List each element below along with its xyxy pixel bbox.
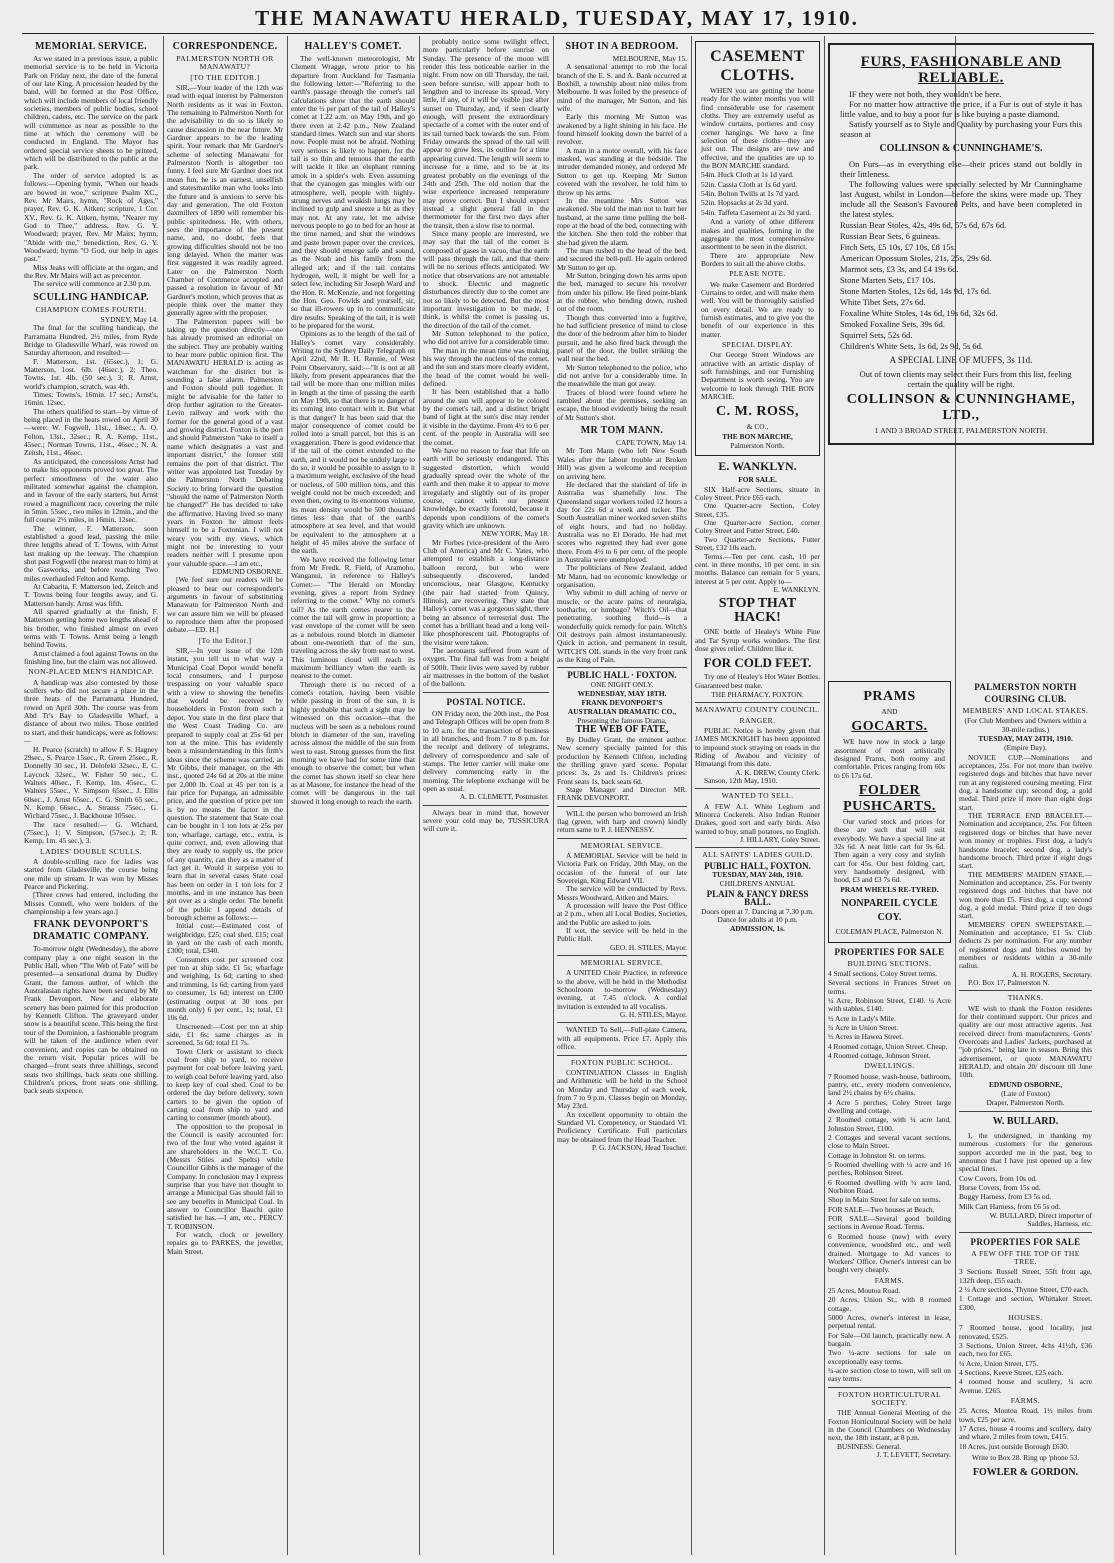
property-item: 1 Cottage and section, Whittaker Street, £300. [959,1294,1092,1312]
advert-paragraph: Two Quarter-acre Sections, Futter Street, £32 10s each. [695,534,820,553]
article-dateline: MELBOURNE, May 15. [612,54,687,63]
price-item: White Tibet Sets, 27s 6d. [840,297,926,307]
article-dateline: NEW YORK, May 18. [481,529,549,539]
hall-advert-line: ONE NIGHT ONLY. [590,679,654,689]
property-item: FOR SALE—Two houses at Beach. [828,1204,935,1214]
article-paragraph: Mr Forbes (vice-president of the Aero Club of America) and Mr C. Yates, who attempted to establish a long-distance balloon record, but who were subsequently discovered, landed unconscious, near Glasgow, Kentucky (the pair had started from Quincy, Illinois), are recovering. They state that Halley's comet was a gorgeous sight, there being an absence of terrestrial dust. The comet has a brilliant head and a long veil-like phosphorescent tail. Photographs of the visitor were taken. [423,537,549,647]
advert-title: PRAMS [863,689,916,704]
article-paragraph: Arnst claimed a foul against Towns on the finishing line, but the claim was not allowed. [24,648,158,667]
advert-firm-address: 1 AND 3 BROAD STREET, PALMERSTON NORTH. [874,426,1048,436]
advert-subheading: A SPECIAL LINE OF MUFFS, 3s 11d. [889,355,1033,365]
article-heading: MEMORIAL SERVICE. [35,41,147,52]
advert-subheading: FARMS. [1010,1396,1041,1406]
column-8 [959,678,1092,1555]
article-paragraph: As we stated in a previous issue, a public memorial service is to be held in Victoria Park on Friday next, the date of the funeral of our late King. A procession headed by the band, will be formed at the Post Office, which will include members of local friendly societies, members of public bodies, school children, cadets, etc. The service on the park will commence as near as possible to the time at which the ceremony will be conducted in England. The Mayor has ordered special service sheets to be printed, which will be distributed to the public at the park. [24,54,158,172]
advert-paragraph: I, the undersigned, in thanking my numerous customers for the generous support accorded me in the past, beg to announce that I have just opened up a few special lines. [959,1130,1092,1174]
advert-signature: J. HILLARY, Coley Street. [740,835,820,845]
article-heading: SHOT IN A BEDROOM. [565,41,679,52]
article-heading: FRANK DEVONPORT'S DRAMATIC COMPANY. [32,919,150,943]
divider [557,806,687,807]
article-paragraph: Traces of blood were found where he rambled about the premises, seeking an escape, the blood evidently being the result of Mr Sutton's shot. [557,387,687,422]
masthead: THE MANAWATU HERALD, TUESDAY, MAY 17, 1910. [255,6,859,30]
column-3 [291,38,415,1555]
article-heading: CORRESPONDENCE. [172,41,278,52]
article-paragraph: At Cabarita, F. Matterson led, Zeitch and T. Towns being four lengths away, and G. Matterson handy. Arnst was fifth. [24,581,158,608]
notice-signature: G. H. STILES, Mayor. [619,1010,687,1020]
price-item: Marmot sets, £3 3s, and £4 19s 6d. [840,264,959,274]
advert-signature: (Late of Foxton) [1001,1089,1050,1099]
advert-subheading: BUILDING SECTIONS. [847,958,932,968]
advert-paragraph: One Quarter-acre Section, corner Coley Street and Futter Street, £40. [695,518,820,536]
advert-subheading: HOUSES. [1008,1313,1043,1322]
property-item: 2 ¼ Acre sections, Thynne Street, £70 each. [959,1284,1089,1294]
notice-heading: MEMORIAL SERVICE. [580,958,664,968]
property-item: 7 Roomed house, good locality, just renovated, £525. [959,1323,1092,1341]
column-7 [828,40,1094,670]
property-item: 5000 Acres, owner's interest in lease, perpetual rental. [828,1312,951,1331]
notice-paragraph: ON Friday next, the 20th inst., the Post and Telegraph Offices will be open from 8 to 10 a.m. for the transaction of business in all branches, and from 7 to 8 p.m. for the receipt and delivery of telegrams, delivery of correspondence and sale of stamps. The letter carrier will make one delivery commencing early in the morning. The telephone exchange will be open as usual. [423,708,549,793]
article-paragraph: The others qualified to start—by virtue of being placed in the heats rowed on April 30—were: W. Fogwell, 11st., 18sec.; A. O. Felton, 13st., 32sec.; R. A. Kemp, 11st., 45sec.; Norman Towns, 11st., 46sec.; N. A. Zeitsh, 11st., 46sec. [24,406,158,458]
price-item: 52in. Cassia Cloth at 1s 6d yard. [701,179,798,189]
price-item: Russian Bear Sets, 6 guineas. [840,231,941,241]
notice-paragraph: THE Annual General Meeting of the Foxton Horticultural Society will be held in the Council Chambers on Wednesday next, the 18th instant, at 8 p.m. [828,1408,951,1443]
advert-paragraph: Out of town clients may select their Furs from this list, feeling certain the quality will be right. [859,369,1072,390]
article-paragraph: Unscreened:—Cost per ton at ship side, £1 6s; same charges as in screened, 5s 6d; total £1 7s. [167,1021,283,1048]
advert-subheading: FOR SALE. [738,475,777,485]
property-item: For Sale—Oil launch, practically new. A bargain. [828,1330,951,1348]
notice-heading: PALMERSTON NORTH COURSING CLUB. [974,682,1077,704]
divider [557,667,687,668]
article-paragraph: We have received the following letter from Mr Fredk. R. Field, of Aramoho, Wanganui, in reference to Halley's Comet:— "The Herald on Monday evening, gives a report from Sydney referring to the comet." Why no comet's tail? As the earth comes nearer to the comet the tail will grow in proportion; a vast envelope of the comet will be seen as a nebulous round blotch in diameter about one-twentieth that of the sun, traveling across the sky from east to west. This luminous cloud will reach its maximum brilliancy when the earth is nearest to the comet. [291,554,415,681]
furs-advert [828,43,1094,445]
notice-line: (For Club Members and Owners within a 30-mile radius.) [964,716,1087,734]
divider [959,1232,1092,1233]
advert-subheading: DWELLINGS. [864,1061,915,1071]
advert-paragraph: We make Casement and Bordered Curtains to order, and will make them well. You will be thoroughly satisfied on every detail. We are ready to furnish estimates, and to give you the benefit of our experience in this matter. [701,279,814,339]
advert-signature: EDMUND OSBORNE, [988,1079,1063,1089]
property-item: 20 Acres, Union St., with 8 roomed cottage. [828,1295,951,1313]
article-heading: HALLEY'S COMET. [304,41,402,52]
advert-firm: NONPAREIL CYCLE COY. [841,898,938,924]
property-item: 7 Roomed house, wash-house, bathroom, pantry, etc., every modern convenience, land 2½ chains by 6½ chains. [828,1071,951,1098]
notice-signature: A. D. CLEMETT, Postmaster. [459,792,549,802]
advert-heading: WANTED TO SELL. [721,791,794,801]
advert-title: FOLDER PUSHCARTS. [843,783,936,815]
advert-firm: COLLINSON & CUNNINGHAME, LTD., [846,392,1076,424]
advert-firm: THE BON MARCHE, [722,431,793,441]
column-rule [553,36,554,1555]
article-paragraph: All sparred gradually at the finish, F. Matterson getting home two lengths ahead of his brother, who finished almost on even terms with T. Towns. Arnst being a length behind Towns. [24,607,158,650]
article-paragraph: A man in a motor overall, with his face masked, was standing at the bedside. The intruder demanded money, and ordered Mr Sutton to get up. Keeping Mr Sutton covered with the revolver, he told him to throw up his arms. [557,145,687,197]
advert-signature: Draper, Palmerston North. [986,1098,1065,1108]
article-heading: SCULLING HANDICAP. [33,291,149,303]
article-paragraph: The winner, F. Matterson, soon established a good lead, passing the mile three lengths ahead of T. Towns, with Arnst last making up the leeway. The champion shot past Fogwell (the nearest man to him) at the Gasworks, and before reaching Two miles overhauled Felton and Kemp. [24,523,158,583]
advert-paragraph: Why submit to dull aching of nerve or muscle, or the acute pains of neuralgia, toothache, or lumbago? Witch's Oil—that penetrating, soothing fluid—is a wonderfully quick remedy for pain. Witch's Oil destroys pain almost instantaneously. Quick in action, and permanent in result, WITCH'S OIL stands in the very front rank as the King of Pain. [557,588,687,665]
advert-firm: FOWLER & GORDON. [972,1466,1079,1478]
divider [557,1022,687,1023]
property-item: 4 Acre 5 perches, Coley Street large dwelling and cottage. [828,1097,951,1115]
divider [695,788,820,789]
article-paragraph: The final for the sculling handicap, the Parramatta Hundred, 2½ miles, from Ryde Bridge to Gladesville Wharf, was rowed on Saturday afternoon, and resulted:— [24,323,158,358]
advert-line: Doors open at 7. Dancing at 7.30 p.m. Dance for adults at 10 p.m. [701,906,814,924]
divider [557,1055,687,1056]
article-paragraph: The service will commence at 2.30 p.m. [33,279,152,289]
advert-title: E. WANKLYN. [718,459,797,474]
property-item: 25 Acres, Moutoa Road, 1½ miles from town, £25 per acre. [959,1406,1092,1424]
article-paragraph: [We feel sure our readers will be pleased to hear our correspondent's arguments in favour of substituting Manawatu for Palmerston North and we can assure him we will be pleased to reproduce them after the proposed debate.—ED. H.] [167,575,283,635]
property-item: FOR SALE—Several good building sections in Avenue Road. Terms. [828,1214,951,1232]
divider [828,1387,951,1388]
notice-date: (Empire Day). [1004,743,1047,753]
advert-paragraph: Our George Street Windows are attractive with an artistic display of soft furnishings, and our Furnishing Department is worth seeing. You are welcome to look through THE BON MARCHE. [701,350,814,402]
property-item: ¼ Acre, Union Street, £75. [959,1358,1039,1368]
notice-paragraph: THE MEMBERS' MAIDEN STAKE.—Nomination and acceptance, 25s. For twenty registered dogs and bitches that have not won more than £5. First dog, a cup; second dog, a gold medal. Third prize if ten dogs start. [959,869,1092,921]
property-item: 17 Acres, house 4 rooms and scullery, dairy and whare, 2 miles from town, £415. [959,1424,1092,1442]
notice-date: TUESDAY, MAY 24TH, 1910. [978,734,1073,744]
advert-contact: Write to Box 28. Ring up 'phone 53. [971,1453,1080,1463]
article-subheading: NON-PLACED MEN'S HANDICAP. [28,667,154,677]
article-paragraph: Though thus converted into a fugitive, he had sufficient presence of mind to close the door of the bedroom after him to hinder pursuit, and he also fired back through the panel of the door, the bullet striking the wall near the bed. [557,312,687,364]
notice-paragraph: PUBLIC Notice is hereby given that JAMES MCKNIGHT has been appointed to impound stock straying on roads in the Riding of Awahou and vicinity of Himatangi from this date. [695,725,820,769]
article-paragraph: Mr Tom Mann (who left New South Wales after the labour trouble at Broken Hill) was given a welcome and reception on arriving here. [557,446,687,481]
price-item: Cow Covers, from 10s od. [959,1173,1038,1183]
article-paragraph: The man in the mean time was making his way through the nucleus of the comet, and the sun and stars more clearly evident, the head of the comet would be well-defined. [423,345,549,389]
advert-firm-address: COLEMAN PLACE, Palmerston N. [835,927,944,937]
advert-title: W. BULLARD. [992,1115,1059,1127]
article-paragraph: SYDNEY, May 14. [100,314,158,324]
price-item: Children's White Sets, 1s 6d, 2s 9d, 5s 6d. [840,341,984,351]
notice-heading: POSTAL NOTICE. [446,696,526,707]
advert-title: FURS, FASHIONABLE AND RELIABLE. [860,54,1062,86]
article-paragraph: Consumers cost per screened cost per ton at ship side, £1 5s; wharfage and weighing, 1s 6d; carting to shed and trimming, 1s 6d; carting from yard to consumer, 1s 6d; interest on £300 (estimating output at 30 tons per month only) 6 per cent., 1s; total, £1 10s 6d. [167,954,283,1023]
article-paragraph: A sensational attempt to rob the local branch of the E. S. and A. Bank occurred at Boxhill, a township about nine miles from Melbourne. It was foiled by the presence of mind of the manager, Mr Sutton, and his wife. [557,62,687,114]
advert-subheading: FARMS. [874,1275,905,1285]
property-item: 4 Small sections, Coley Street terms. [828,968,937,978]
article-paragraph: The race resulted:— G. Wichard, (75sec.), 1; V. Simpson, (57sec.), 2; R. Kemp, 1m. 45 sec.), 3. [24,819,158,846]
advert-paragraph: WHEN you are getting the home ready for the winter months you will find considerable use for casement cloths. They are extremely useful as window curtains, portieres and cosy corner hangings. We have a fine selection of these cloths—they are just out. The designs are new and effective, and the qualities are up to the BON MARCHE standard. [701,86,814,171]
notice-signature: A. H. ROGERS, Secretary. [1011,969,1092,979]
advert-paragraph: WILL the person who borrowed an Irish flag (green, with harp and crown) kindly return same to P. J. HENNESSY. [557,808,687,835]
article-paragraph: We have no reason to fear that life on earth will be seriously endangered. This suggested distortion, which would gradually spread over the whole of the earth and then make it to appear to move irregularly and slightly out of its proper course, cannot with our present knowledge, be exactly foretold, because it depends upon conditions of the comet's gravity which are unknown. [423,445,549,530]
property-item: 6 Roomed dwelling with ¼ acre land, Norbiton Road. [828,1177,951,1196]
notice-paragraph: NOVICE CUP.—Nominations and acceptances, 25s. For not more than twelve registered dogs and bitches that have never run at any registered coursing meeting. First dog, a handsome cup; second dog, a gold medal. Third prize if more than eight dogs start. [959,752,1092,812]
advert-paragraph: On Furs—as in everything else—their prices stand out boldly in their littleness. [840,159,1082,179]
advert-firm: & CO., [746,422,769,432]
price-item: 54in. Huck Cloth at 1s 1d yard. [701,170,794,180]
article-paragraph: Since many people are interested, we may say that the tail of the comet is composed of gases in vacuo, that the earth will pass through the tail, and that there will be no serious effects anticipated. We notice that observations are not amenable to shock. Electric and magnetic disturbances directly due to the comet are not so likely to be detected. But the most important investigation to be made, I think, is whilst the comet is passing us, the direction of the tail of the comet. [423,228,549,330]
advert-line: PUBLIC HALL, FOXTON. [704,860,811,871]
article-paragraph: The man rushed to the head of the bed, and secured the bell-pull. He again ordered Mr Sutton to get up. [557,245,687,272]
article-paragraph: Through there is no record of a comet's rotation, having been visible while passing in front of the sun, it is highly probable that such a sight may be witnessed on this occasion—that the nucleus will be seen as a nebulous round blotch in diameter of the sun, traveling across almost the middle of the sun from west to east. Strong guesses from the first morning we have had for some time that enough to observe the comet; but when the comet has shown itself so clear here as at Masone, for instance the head of the comet will be dangerous in the tail showed it long enough to reach the earth. [291,679,415,806]
advert-signature: W. BULLARD, Direct importer of Saddles, Harness, etc. [989,1210,1092,1229]
divider [557,955,687,956]
property-item: ¼ Acre in Union Street. [828,1022,899,1032]
advert-paragraph: IF they were not both, they wouldn't be here. [849,89,1002,99]
advert-subheading: A FEW OFF THE TOP OF THE TREE. [971,1248,1080,1266]
advert-paragraph: WANTED To Sell,—Full-plate Camera, with all equipments. Price £7. Apply this office. [557,1025,687,1052]
property-item: Several sections in Frances Street on terms. [828,978,951,996]
hall-advert-line: PUBLIC HALL · FOXTON. [567,670,677,681]
notice-paragraph: A MEMORIAL Service will be held in Victoria Park on Friday, 20th May, on the occasion of the funeral of our late Sovereign, King Edward VII. [557,850,687,885]
notice-heading: FOXTON HORTICULTURAL SOCIETY. [837,1389,942,1407]
article-paragraph: Miss Jeaks will officiate at the organ, and the Rev. Mr Mairs will act as precentor. [24,262,158,280]
article-subheading: [To the Editor.] [198,635,252,645]
article-paragraph: To-morrow night (Wednesday), the above company play a one night season in the Public Hall, when "The Web of Fate" will be presented—a sensational drama by Dudley Grant, the famous author, of which the Australasian rights have been secured by Mr Frank Devonport. New and elaborate scenery has been painted for this production by Kenneth Clifton. The graveyard under snow is a beautiful scene. This being the first tour of the Dominion, a fashionable program will be taken of the audience when ever convenient, and copies can be obtained on the return visit. Popular prices will be charged—front seats three shillings, second seats two shillings, back seats one shilling. Children's prices, front seats one shilling, back seats sixpence. [24,944,158,1096]
article-paragraph: Times: Towns's, 16min. 17 sec.; Arnst's, 16min. 12sec. [24,390,158,408]
notice-heading: MEMORIAL SERVICE. [580,840,664,850]
article-paragraph: The aeronauts suffered from want of oxygen. The final fall was from a height of 500ft. Their lives were saved by rubber air mattresses in the bottom of the basket of the balloon. [423,646,549,689]
price-item: Fitch Sets, £5 10s, £7 10s, £8 15s. [840,242,956,252]
advert-paragraph: By Dudley Grant, the eminent author. New scenery specially painted for this production by Kenneth Clifton, including the thrilling grave yard scene. Popular prices: 3s, 2s and 1s. Children's prices: Front seats 1s, back seats 6d. [557,734,687,786]
article-paragraph: probably notice some twilight effect, more particularly before sunrise on Sunday. The presence of the moon will render this less noticeable earlier in the night. From now on till Thursday, the tail, seen before sunrise, will appear both to lengthen and to increase its spread. Very little, if any, of it will be visible just after sunset on Thursday, and, if seen clearly enough, will present the extraordinary spectacle of a comet with the outer end of its tail turned back towards the sun. From Friday onwards the spread of the tail will appear to grow less, its outline for a time appearing curved. The length will seem to increase for a time, and to be at its greatest probably on the evenings of the 24th and 25th. The old notion that the wise experience increased temperature may prove correct. But I should expect instead a slight general fall in the thermometer for the first two days after the transit, then a slow rise to normal. [423,38,549,230]
advert-paragraph: SIX Half-acre Sections, situate in Coley Street. Price £65 each. [695,484,820,503]
notice-paragraph: A procession will leave the Post Office at 2 p.m., when all Local Bodies, Societies, and the Public are asked to join. [557,901,687,927]
advert-title: FOR COLD FEET. [703,655,812,671]
article-paragraph: In the meantime Mrs Sutton was awakened. She told the man not to hurt her husband, at the same time pulling the bell-rope at the head of the bed, connecting with the kitchen. She then told the robber that she had given the alarm. [557,195,687,247]
notice-paragraph: A UNITED Choir Practice, in reference to the above, will be held in the Methodist Schoolroom to-morrow (Wednesday) evening, at 7.45 o'clock. A cordial invitation is extended to all vocalists. [557,968,687,1011]
price-item: Stone Marten Stoles, 12s 6d, 14s 9d, 17s 6d. [840,286,992,296]
hall-advert-title: THE WEB OF FATE, [575,724,669,736]
property-item: 4 Roomed cottage, Johnson Street. [828,1050,931,1060]
hall-advert-line: WEDNESDAY, MAY 18TH. [577,689,667,699]
article-subheading: LADIES' DOUBLE SCULLS. [40,846,142,856]
article-paragraph: As anticipated, the concessions Arnst had to make his opponents proved too great. The perfect smoothness of the water also militated somewhat against the champion, and in favour of the early starters, but Arnst rowed a magnificent race, covering the mile in 5min. 55sec., two miles in 12min., and the full course 2½ miles, in 16min. 12sec. [24,456,158,525]
article-dateline: CAPE TOWN, May 14. [616,438,687,448]
advert-title: CASEMENT [710,48,805,65]
property-item: Cottage in Johnston St. on terms. [828,1150,926,1160]
article-paragraph: SIR,—Your leader of the 12th was read with equal interest by Palmerston North residents as it was in Foxton. The remaining to Palmerston North for the advisability to do so is likely to cause discussion in the near future. Mr Gardner appears to be the leading spirit. Your remark that Mr Gardner's scheme of selecting Manawatu for Palmerston North is altogether too funny. I feel sure Mr Gardner does not mean fun, he is an earnest, unselfish and statesmanlike man who looks into the future and is anxious to serve his day and generation. The old Foxton daxmillers of 1890 will remember his public spiritedness. He, with others, sees the importance of the present name, and, no doubt, feels that growing difficulties should not be too long delayed. When the matter was first suggested it was readily agreed. Later on the Palmerston North Chamber of Commerce accepted and passed a resolution in favour of Mr Gardner's motion, which proves that as people think over the matter they generally agree with the proposer. [167,83,283,318]
article-subheading: PALMERSTON NORTH OR MANAWATU? [176,54,274,72]
advert-subheading: PRAM WHEELS RE-TYRED. [840,884,939,894]
article-subheading: CHAMPION COMES FOURTH. [35,304,147,314]
property-item: 5 Roomed dwelling with ¼ acre and 16 perches, Robinson Street. [828,1160,951,1178]
article-paragraph: The order of service adopted is as follows:—Opening hymn, "When our heads are bowed in woe," scripture Psalm XC., Rev. Mr Mairs, hymn, "Rock of Ages," prayer, Rev. G. K. Aitken; scripture, 1 Cor. XV., Rev. G. K. Aitken, hymn, "Nearer my God to Thee," address, Rev. G. Y. Woodward; prayer, Rev. Mr Mairs; hymn, "Abide with me," benediction, Rev. G. Y. Woodward; hymn "O God, our help in ages past." [24,170,158,264]
article-paragraph: It has been established that a hallo around the sun will appear to be colored by the comet's tail, and a distinct bright band of light at the sun's disc may render it visible in the daytime. From 4½ to 6 per cent. of the people in Australia will see the comet. [423,387,549,447]
notice-signature: J. T. LEVETT, Secretary. [876,1450,951,1460]
divider [959,990,1092,991]
notice-paragraph: An excellent opportunity to obtain the Standard VI. Competency, or Standard VI. Proficiency Certificate. Full particulars may be obtained from the Head Teacher. [557,1109,687,1144]
notice-heading: FOXTON PUBLIC SCHOOL. [570,1057,674,1067]
column-rule [691,36,692,1555]
column-rule [163,36,164,1555]
price-item: 54in. Bolton Twills at 1s 7d yard. [701,189,800,199]
advert-heading: THANKS. [1007,993,1044,1003]
advert-subheading: SPECIAL DISPLAY. [721,339,794,349]
article-paragraph: Mr Sutton telephoned to the police, who did not arrive for a considerable time. [423,329,549,347]
advert-signature: E. WANKLYN. [773,584,820,594]
notice-paragraph: MEMBERS' OPEN SWEEPSTAKE.—Nomination and acceptance, £1 5s. Club deducts 2s per nomination. For any number of registered dogs and bitches owned by members or residents within a 30-mile radius. [959,919,1092,971]
notice-paragraph: CONTINUATION Classes in English and Arithmetic will be held in the School on Monday and Thursday of each week, from 7 to 9 p.m. Classes begin on Monday, May 23rd. [557,1067,687,1111]
notice-paragraph: BUSINESS: General. [837,1441,902,1451]
article-paragraph: Town Clerk or assistant to check coal from ship to yard, to receive payment for coal before leaving yard, to weigh coal before leaving yard, also to keep key of coal shed. Coal to be ordered the day before delivery, town carters to be given the option of carting coal from ship to yard and carting to consumer (month about). [167,1046,283,1123]
divider [423,692,549,693]
divider [695,702,820,703]
advert-paragraph: A FEW A.1. White Leghorn and Minorca Cockerels. Also Indian Runner Drakes, good sort and early birds. Also wanted to buy, small potatoes, no English. [695,801,820,836]
article-paragraph: F. Matterson, 1st. (65sec.), 1; G. Matterson, 1ost. 6lb. (46sec.), 2; Theo. Towns, 1st. 4lb. (50 sec.), 3; R. Arnst, world's champion, scratch, was 4th. [24,356,158,391]
advert-paragraph: The following values were specially selected by Mr Cunninghame last August, whilst in London—before the skins were made up. They include all the Season's Favoured Pelts, and have been completed in the latest styles. [840,179,1082,219]
advert-heading: PROPERTIES FOR SALE [834,946,945,957]
article-paragraph: The opposition to the proposal in the Council is easily accounted for: two of the four who voted against it are shareholders in the W.C.T. Co. (Messrs Stiles and Spelts) while Councillor Gibbs is the manager of the Company. In conclusion may I express surprise that you have not thought to arrange a Municipal Gas should fail to see any benefits in Municipal Coal. In answer to Councillor Bauchi quite satisfied he has.—I am, etc., PERCY T. ROBINSON. [167,1121,283,1231]
divider [695,847,820,848]
property-item: ¼-acre section close to town, will sell on easy terms. [828,1365,951,1384]
hall-advert-line: Presenting the famous Drama, [577,716,667,726]
notice-paragraph: Always bear in mind that, however severe your cold may be, TUSSICURA will cure it. [423,807,549,834]
article-paragraph: SIR,—In your issue of the 12th instant, you tell us to what way a Municipal Coal Depot would benefit local consumers, and I purpose trespassing on your valuable space with a view to showing the benefits that would be received by householders in Foxton from such a depot. You state in the first place that the West Coast Trading Co. are prepared to supply coal at 25s 6d per ton at the mine. This has evidently been a misunderstanding in this firm's ideas since the scheme was carried, as Mr Gibbs, their manager, on the 4th inst., quoted 24s 6d at 20s at the mine per 2,000 lb. Coal at 45 per ton is a fair price for Pupanga, an admissible price, and the question of price per ton is by no means the factor in the question. The statement that State coal can be bought in 1 ton lots at 25s per ton, wharfage, cartage, etc., extra, is quite correct, and, even allowing that they are ready to supply us, the price of any quantity, can they as a matter of fact get it. Would it surprise you to learn that in several cases State coal has been on order in 1 ton lots for 2 months, and in one instance has been got over as a single order. The benefit of the public I append details of borough scheme as follows:— [167,646,283,923]
advert-title: GOCARTS. [851,719,928,735]
advert-firm: C. M. ROSS, [716,404,799,420]
price-item: American Opossum Stoles, 21s, 25s, 29s 6d. [840,253,992,263]
advert-paragraph: Our varied stock and prices for these are such that will suit everybody. We have a special line at 32s 6d. A neat little cart for 9s 6d. Then again a very cosy and stylish cart for 45s. Our best folding cart, very handsomely designed, with hood, £3 and £3 7s 6d. [834,817,945,885]
article-paragraph: Early this morning Mr Sutton was awakened by a light shining in his face. He found himself looking down the barrel of a revolver. [557,112,687,147]
article-paragraph: [Three crews had entered, including the Misses Connell, who were holders of the championship a few years ago.] [24,890,158,917]
price-item: 52in. Hopsacks at 2s 3d yard. [701,198,789,208]
casement-advert [695,41,820,456]
article-signature: EDMUND OSBORNE. [212,566,283,576]
price-item: Foxaline White Stoles, 14s 6d, 19s 6d, 32s 6d. [840,308,998,318]
divider [423,805,549,806]
price-item: Stone Marten Sets, £17 10s. [840,275,936,285]
hall-advert-line: FRANK DEVONPORT'S AUSTRALIAN DRAMATIC CO., [567,698,677,716]
column-rule [287,36,288,1555]
advert-paragraph: ONE bottle of Healey's White Pine and Tar Syrup works wonders. The first dose gives relief. Children like it. [695,627,820,653]
notice-address: P.O. Box 17, Palmerston N. [968,978,1050,987]
notice-subheading: MEMBERS' AND LOCAL STAKES. [962,706,1089,715]
property-item: Two ¼-acre sections for sale on exceptionally easy terms. [828,1348,951,1366]
price-item: 54in. Taffeta Casement at 2s 3d yard. [701,207,812,217]
masthead-rule [22,33,1094,34]
advert-paragraph: Stage Manager and Director: MR. FRANK DEVONPORT. [557,784,687,803]
property-item: 4 roomed house and scullery, ¼ acre Avenue. £265. [959,1377,1092,1395]
article-heading: MR TOM MANN. [580,425,664,437]
property-item: Shop in Main Street for sale on terms. [828,1195,941,1205]
notice-subheading: RANGER. [739,715,776,725]
price-item: Squirrel Sets, 52s 6d. [840,330,913,340]
property-item: 4 Sections, Keeve Street, £25 each. [959,1368,1064,1378]
advert-paragraph: Satisfy yourself as to Style and Quality by purchasing your Furs this season at [840,119,1082,139]
column-rule [824,36,825,1555]
property-item: 6 Roomed house (new) with every convenience, woodshed etc., and well drained. Mortgage to Ad vances to Workers' Office. Owner's interest can be bought very cheaply. [828,1231,951,1275]
advert-heading: PROPERTIES FOR SALE [970,1236,1081,1247]
notice-signature: GEO. H. STILES, Mayor. [610,942,687,952]
advert-line: TUESDAY, MAY 24th, 1910. [712,870,803,880]
notice-heading: MANAWATU COUNTY COUNCIL. [695,705,820,715]
article-paragraph: H. Pearce (scratch) to allow F. S. Hagney 29sec., S. Pearce 15sec., R. Green 25sec., R. Donnelly 30 sec., H. Delofeki 32sec., E. C. Laycock 32sec., W. Fisher 50 sec., C. Walters 40sec., F. Kemp, 1m. 45sec., C. Walters 55sec., V. Simpson 65sec., J. Ellis 60sec., J. Arnst 65sec., C. G. Smith 65 sec., N. Kemp 66sec., A. Strauss 75sec., G. Wichard 75sec., J. Backhouse 105sec. [24,744,158,821]
property-item: 18 Acres, just outside Borough £630. [959,1441,1069,1451]
article-paragraph: The Palmerston papers will be taking up the question directly—one has already promised an editorial on the subject. They are probably waiting to hear more public opinion first. The MANAWATU HERALD is acting as watchman for the district but is sounding a false alarm. Palmerston and Foxton should pull together. It might be advisable for the latter to drop further agitation to the Greater-Levin railway and work with the former for the general good of a vast and growing district. Foxton is the port and should Palmerston "take to itself a name which designates a vast and important district," the former still remains the port of that district. The writer was appointed last Tuesday by the Palmerston North Debating Society to bring forward the question "should the name of Palmerston North be changed?" He has decided to take the affirmative. Having lived so many years in Foxton he almost feels himself to be a Foxtonian. I will not weary you with my views, which might not be interesting to your readers neither will I presume upon your valuable space.—I am etc., [167,316,283,568]
advert-subheading: PLEASE NOTE. [729,269,786,279]
column-1 [24,38,158,1555]
notice-paragraph: If wet, the service will be held in the Public Hall. [557,926,687,944]
advert-paragraph: Terms.—Ten per cent. cash, 10 per cent. in three months, 10 per cent. in six months. Balance can remain for 5 years, interest at 5 per cent. Apply to— [695,551,820,586]
advert-line: PLAIN & FANCY DRESS BALL. [706,888,809,908]
property-item: 4 Roomed cottage, Union Street. Cheap. [828,1041,948,1051]
prams-advert [828,681,951,943]
article-paragraph: For watch, clock or jewellery repairs go to PARKES, the jeweller, Main Street. [167,1230,283,1256]
column-rule [419,36,420,1555]
advert-title: STOP THAT HACK! [718,596,797,626]
article-paragraph: He declared that the standard of life in Australia was shamefully low. The Queensland sugar workers toiled 12 hours a day for 22s 6d a week and tucker. The South Australian miner worked seven shifts of eight hours, and had no holiday. Australia was no El Dorado. He had met scores who regretted they had ever gone there. From 4½ to 6 per cent. of the people in Australia were unemployed. [557,479,687,564]
article-subheading: [TO THE EDITOR.] [190,72,260,82]
advert-paragraph: WE wish to thank the Foxton residents for their continued support. Our prices and quality are our most attractive agents. Just received direct from manufacturers, Gents' Overcoats and Ladies' Jackets, purchased at "job prices," being late in season. Bring this advertisement, or quote MANAWATU HERALD, and obtain 20/ discount till June 10th. [959,1003,1092,1080]
column-6 [695,38,820,1555]
price-item: Russian Bear Stoles, 42s, 49s 6d, 57s 6d, 67s 6d. [840,220,1007,230]
divider [557,838,687,839]
advert-title: CLOTHS. [720,67,795,84]
property-item: ½ Acres in Hawea Street. [828,1032,904,1042]
property-item: ¼ Acre, Robinson Street, £140. ¼ Acre with stables, £140. [828,995,951,1014]
article-paragraph: The politicians of New Zealand, added Mr Mann, had no economic knowledge or organisation. [557,563,687,589]
advert-paragraph: One Quarter-acre Section, Coley Street, £35. [695,501,820,519]
notice-date: Sanson, 12th May, 1910. [704,776,778,786]
article-paragraph: Initial cost:—Estimated cost of weighbridge, £25; coal shed, £15; coal in yard on the cash of each month, £300; total, £340. [167,921,283,956]
advert-paragraph: WE have now in stock a large assortment of most artistically designed Prams, both roomy and comfortable. Prices ranging from 60s to £6 17s 6d. [834,737,945,780]
article-paragraph: A handicap was also contested by those scullers who did not secure a place in the three heats of the Parramatta Hundred, rowed on April 30th. The course was from Abd Tr's Bay to Gladesville Wharf, a distance of about two miles. Those entitled to start, and their handicaps, were as follows:— [24,677,158,746]
price-item: Buggy Harness, from £3 5s od. [959,1192,1052,1202]
property-item: 2 Roomed cottage, with ¼ acre land, Johnston Street, £100. [828,1115,951,1133]
advert-paragraph: And a variety of other different makes and qualities, forming in the aggregate the most comprehensive assortment to be seen in the district. [701,217,814,252]
article-paragraph: Mr Sutton telephoned to the police, who did not arrive for a considerable time. In the meanwhile the man got away. [557,362,687,389]
column-2 [167,38,283,1555]
advert-heading: ALL SAINTS' LADIES GUILD. [702,850,813,860]
property-item: 25 Acres, Moutoa Road. [828,1285,901,1295]
advert-firm-address: Palmerston North. [730,441,785,451]
article-paragraph: Opinions as to the length of the tail of Halley's comet vary considerably. Writing to the Sydney Daily Telegraph on April 22nd, Mr R. H. Rennie, of West Point Observatory, said:—"It is not at all likely, from present appearances that the tail will be more than one million miles in length at the time of passing the earth on May 19th, so that there is no danger of its coming into contact with it. But what is that danger? It has been said that the major consequence of comet could be rolled into a small parcel, but this is an exaggeration. There is good evidence that if the tail of the comet extended to the earth, and it would not be unduly large to do so, it would be possible to assign to it a maximum weight, exclusive of the head or nucleus, of 500 million tons, and this weight could not be much exceeded; and even then, owing to its enormous volume, its mean density would be 500 thousand times less than that of the earth's atmosphere at sea level, and that would be equivalent to the atmosphere at a height of 45 miles above the surface of the earth. [291,329,415,556]
notice-signature: P. G. JACKSON, Head Teacher. [591,1142,687,1152]
column-7-lower [828,678,951,1555]
property-item: 3 Sections, Union Street, 4chs 41½ft, £36 each, two for £65. [959,1341,1092,1359]
column-4 [423,38,549,1555]
divider [959,1111,1092,1112]
advert-signature: THE PHARMACY, FOXTON. [711,689,804,699]
price-item: Smoked Foxaline Sets, 39s 6d. [840,319,945,329]
notice-paragraph: The service will be conducted by Revs. Messrs Woodward, Aitken and Mairs. [557,884,687,902]
article-paragraph: The well-known meteorologist, Mr Clement Wragge, wrote prior to his departure from Auckland for Tasmania the following letter:—"Referring to the earth's passage through the comet's tail calculations show that the earth should enter the ½ per part of the tail of Halley's comet at 1.22 a.m. on May 19th, and go there even at 2.42 p.m., New Zealand standard times. Watch sun and star shorts now. People must not be afraid. Nothing very serious is likely to happen, for the tail is so thin and tenuous that the earth will tackle it like an elephant running amok in a spider's web. Even assuming that the cyanogen gas mingles with our atmosphere, well, people with highly-strung nerves and weakish lungs may be inclined to gulp and sneeze a bit as they may not. At any rate, let me advise nervous people to go to bed for an hour at the time named, and shut the windows and paste brown paper over the crevices, and they should emerge safe and sound, as the Noah and his family from the alleged ark; and if the tail contains hydrogen, well, it might be well for a select few, including Sir Joseph Ward and the Hon. R. McKenzie, and not forgetting the Hon. Geo. Fowlds and yourself, sir, so that ill-rowers up in to communicate dire results. Speaking of the tail, it is well to be prepared for the worst. [291,54,415,330]
notice-signature: A. K. DREW, County Clerk. [735,767,820,777]
price-item: Milk Cart Harness, from £6 5s od. [959,1201,1061,1211]
advert-firm: COLLINSON & CUNNINGHAME'S. [879,143,1043,154]
advert-line: CHILDREN'S ANNUAL [719,879,796,889]
advert-line: ADMISSION, 1s. [730,924,785,934]
article-paragraph: A double-sculling race for ladies was started from Gladesville, the course being one mile up stream. It was won by Misses Pearce and Pickering. [24,856,158,891]
property-item: 3 Sections Russell Street, 55ft front age, 132ft deep, £55 each. [959,1267,1092,1285]
advert-paragraph: There are appropriate New Borders to suit all the above cloths. [701,250,814,268]
column-5 [557,38,687,1555]
article-paragraph: Mr Sutton, bringing down his arms upon the bed, managed to secure his revolver from under his pillow. He fired point-blank at the robber, who bending down, rushed out of the room. [557,270,687,314]
advert-paragraph: For no matter how attractive the price, if a Fur is out of style it has little value, and to buy a poor fur is like buying a paste diamond. [840,99,1082,119]
property-item: ½ Acre in Lady's Mile. [828,1013,896,1023]
notice-paragraph: THE TERRACE END BRACELET.—Nomination and acceptance, 25s. For fifteen registered dogs or bitches that have never won money or trophies. First dog, a lady's handsome bracelet; second dog, a lady's handsome brooch. Third prize if eight dogs start. [959,811,1092,871]
advert-paragraph: Try one of Healey's Hot Water Bottles. Guaranteed best make. [695,672,820,690]
price-item: Horse Covers, from 15s od. [959,1182,1041,1192]
advert-title: AND [881,707,898,716]
property-item: 2 Cottages and several vacant sections, close to Main Street. [828,1133,951,1151]
